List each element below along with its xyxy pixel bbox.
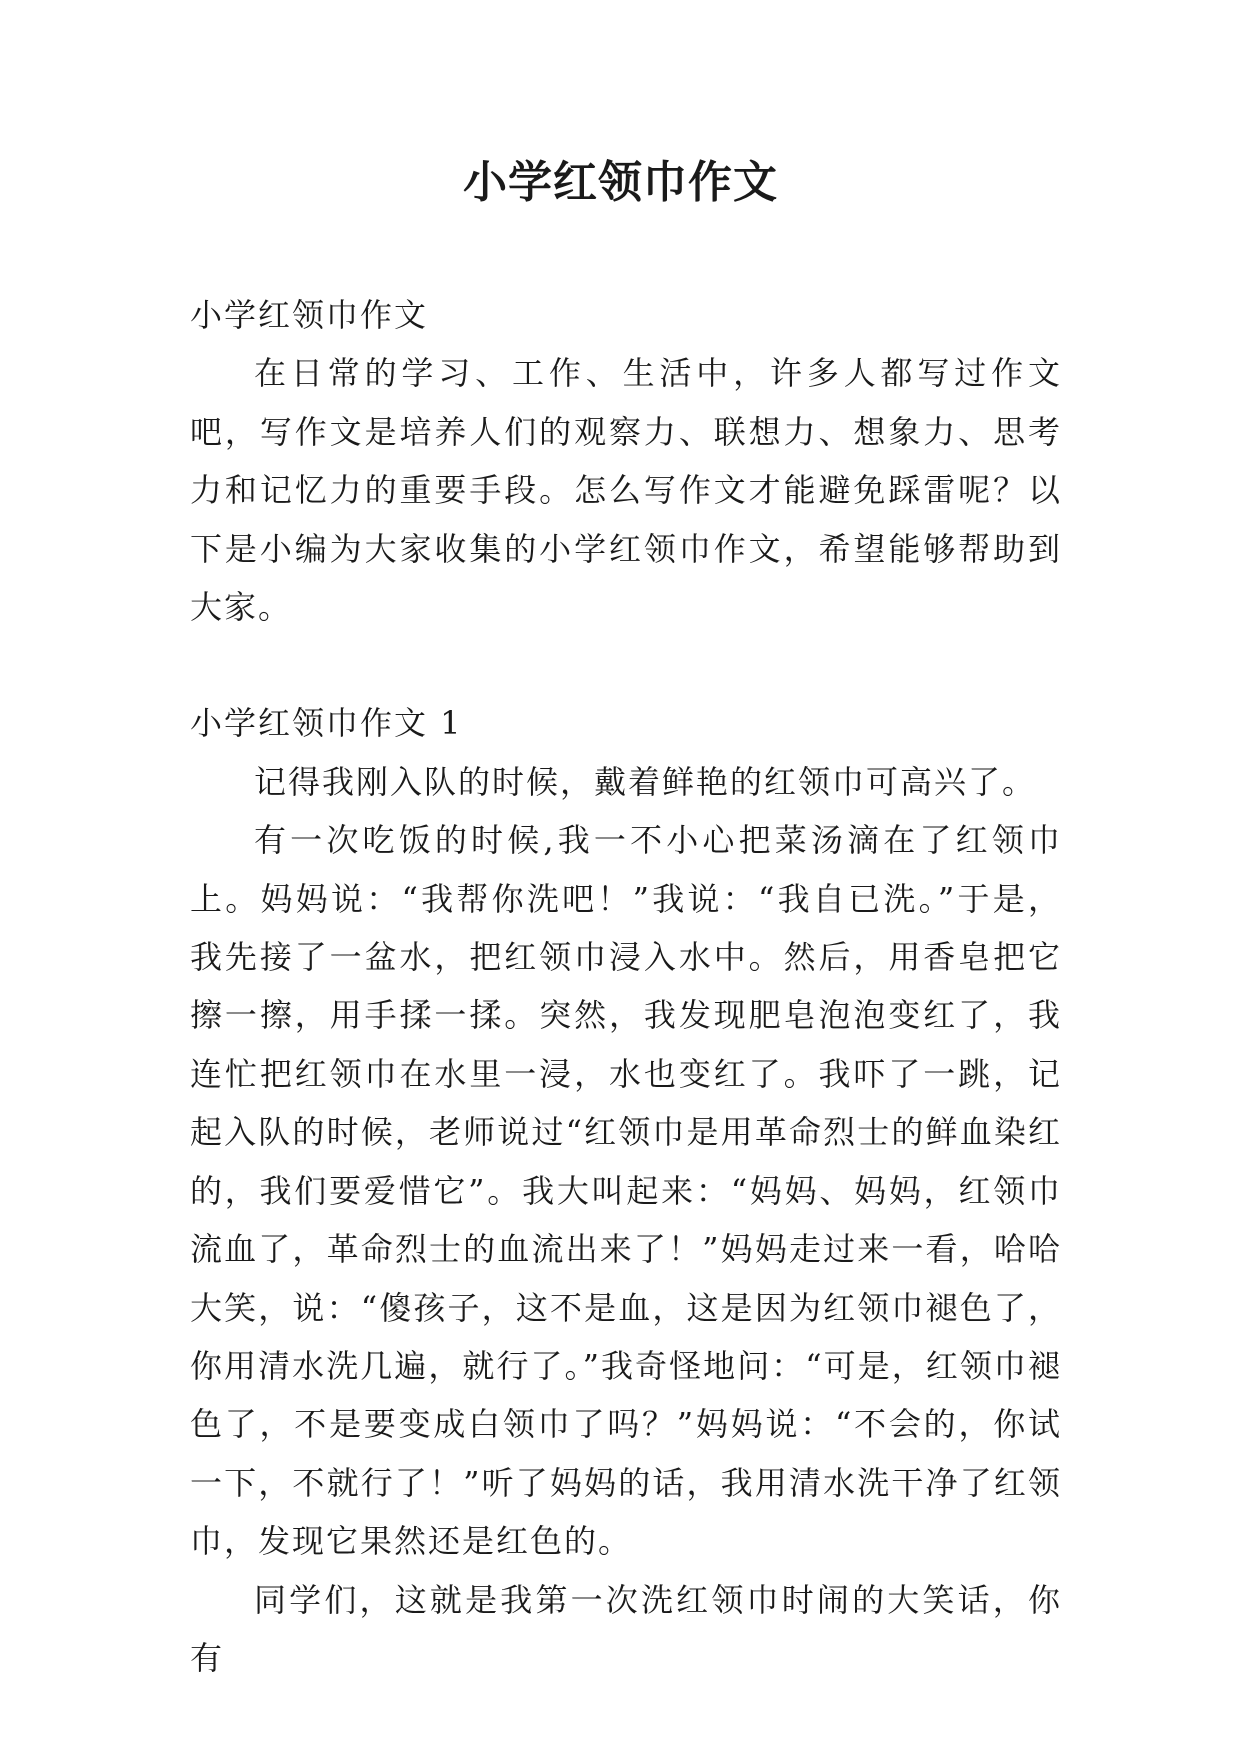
section-spacer [190,636,1062,694]
intro-paragraph: 在日常的学习、工作、生活中，许多人都写过作文吧，写作文是培养人们的观察力、联想力、想象力、思考力和记忆力的重要手段。怎么写作文才能避免踩雷呢？以下是小编为大家收集的小学红领巾作文，希望能够帮助到大家。 [190,354,1062,627]
essay-1-paragraph-3: 同学们，这就是我第一次洗红领巾时闹的大笑话，你有 [190,1580,1062,1677]
document-body [190,286,1062,1687]
essay-1-paragraph-2: 有一次吃饭的时候,我一不小心把菜汤滴在了红领巾上。妈妈说：“我帮你洗吧！”我说：“我自已洗。”于是，我先接了一盆水，把红领巾浸入水中。然后，用香皂把它擦一擦，用手揉一揉。突然，我发现肥皂泡泡变红了，我连忙把红领巾在水里一浸，水也变红了。我吓了一跳，记起入队的时候，老师说过“红领巾是用革命烈士的鲜血染红的，我们要爱惜它”。我大叫起来：“妈妈、妈妈，红领巾流血了，革命烈士的血流出来了！”妈妈走过来一看，哈哈大笑，说：“傻孩子，这不是血，这是因为红领巾褪色了，你用清水洗几遍，就行了。”我奇怪地问：“可是，红领巾褪色了，不是要变成白领巾了吗？”妈妈说：“不会的，你试一下，不就行了！”听了妈妈的话，我用清水洗干净了红领巾，发现它果然还是红色的。 [190,821,1062,1561]
essay-1-heading: 小学红领巾作文 1 [190,704,463,743]
document-title: 小学红领巾作文 [463,157,778,208]
essay-1-paragraph-1: 记得我刚入队的时候，戴着鲜艳的红领巾可高兴了。 [254,762,1037,801]
intro-heading: 小学红领巾作文 [190,296,429,334]
